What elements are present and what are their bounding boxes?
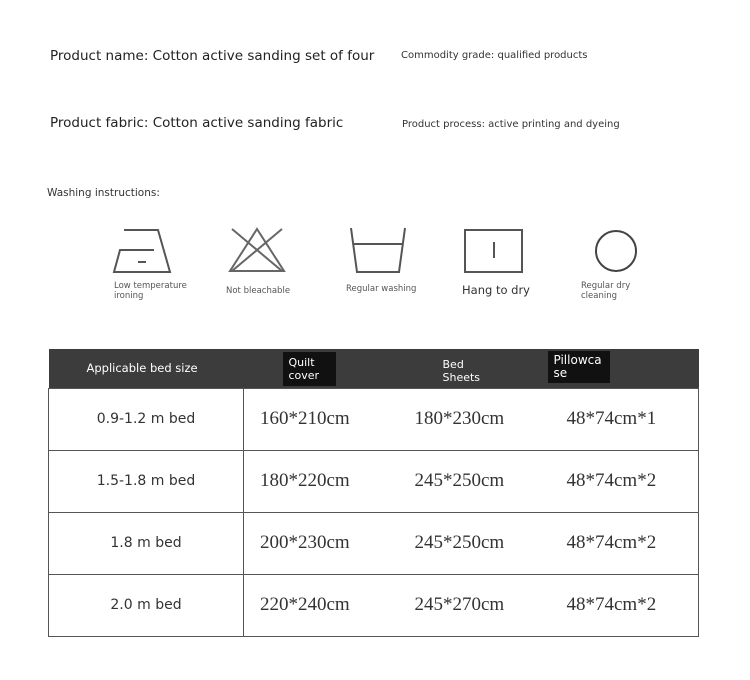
- pillow-size: 48*74cm*2: [566, 470, 657, 491]
- header-quilt-cell: [244, 349, 396, 388]
- no-bleach-icon: [226, 225, 288, 279]
- bed-size: 1.5-1.8 m bed: [96, 473, 196, 489]
- header-bed-size-cell: [49, 349, 244, 388]
- header-quilt-box: [283, 352, 336, 386]
- header-bed-size: Applicable bed size: [86, 361, 198, 375]
- commodity-grade: Commodity grade: qualified products: [401, 50, 588, 61]
- sheet-size: 245*270cm: [414, 594, 505, 615]
- hang-dry-icon: [463, 228, 525, 278]
- pillow-size: 48*74cm*2: [566, 532, 657, 553]
- header-pillow-cell: [548, 349, 699, 388]
- bed-size: 2.0 m bed: [110, 597, 182, 613]
- dry-clean-caption: Regular dry cleaning: [581, 281, 631, 301]
- table-row: [49, 512, 699, 574]
- pillow-cell: [548, 450, 699, 512]
- table-header-row: [49, 349, 699, 388]
- dry-clean-icon: [593, 228, 641, 278]
- iron-caption: Low temperature ironing: [114, 281, 187, 301]
- bleach-caption: Not bleachable: [226, 286, 291, 296]
- bed-size-cell: [49, 450, 244, 512]
- quilt-size: 200*230cm: [260, 532, 350, 553]
- quilt-size: 160*210cm: [260, 408, 350, 429]
- sheet-cell: [396, 450, 548, 512]
- bed-size-cell: [49, 388, 244, 450]
- product-fabric: Product fabric: Cotton active sanding fabric: [50, 115, 344, 131]
- sheet-cell: [396, 388, 548, 450]
- quilt-cell: [244, 512, 396, 574]
- product-process: Product process: active printing and dyeing: [402, 119, 620, 130]
- quilt-size: 220*240cm: [260, 594, 350, 615]
- washing-instructions-title: Washing instructions:: [47, 187, 160, 199]
- product-name: Product name: Cotton active sanding set of four: [50, 48, 375, 64]
- header-pillow-box: [548, 351, 610, 383]
- pillow-cell: [548, 512, 699, 574]
- sheet-cell: [396, 574, 548, 636]
- table-row: [49, 388, 699, 450]
- sheet-size: 245*250cm: [414, 532, 505, 553]
- low-temperature-iron-icon: [110, 226, 174, 280]
- sheet-cell: [396, 512, 548, 574]
- size-table: [48, 349, 699, 637]
- hang-dry-caption: Hang to dry: [462, 283, 530, 297]
- pillow-size: 48*74cm*1: [566, 408, 657, 429]
- bed-size-cell: [49, 574, 244, 636]
- washing-caption: Regular washing: [346, 284, 417, 294]
- wash-tub-icon: [347, 226, 409, 280]
- pillow-cell: [548, 388, 699, 450]
- quilt-cell: [244, 388, 396, 450]
- bed-size: 0.9-1.2 m bed: [96, 411, 196, 427]
- header-sheets-cell: [396, 349, 548, 388]
- pillow-cell: [548, 574, 699, 636]
- header-quilt: Quilt cover: [288, 356, 320, 382]
- table-row: [49, 574, 699, 636]
- pillow-size: 48*74cm*2: [566, 594, 657, 615]
- header-pillow: Pillowcase: [553, 353, 602, 380]
- header-sheets: Bed Sheets: [442, 358, 481, 384]
- quilt-cell: [244, 574, 396, 636]
- quilt-cell: [244, 450, 396, 512]
- bed-size-cell: [49, 512, 244, 574]
- sheet-size: 245*250cm: [414, 470, 505, 491]
- sheet-size: 180*230cm: [414, 408, 505, 429]
- bed-size: 1.8 m bed: [110, 535, 182, 551]
- quilt-size: 180*220cm: [260, 470, 350, 491]
- table-row: [49, 450, 699, 512]
